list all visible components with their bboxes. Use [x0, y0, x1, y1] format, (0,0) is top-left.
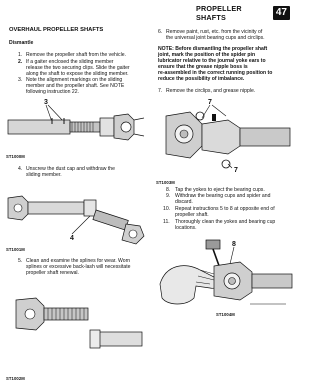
step-line: release the two securing clips. Slide the gaiter — [26, 64, 130, 71]
step-line: If a gaiter enclosed the sliding member — [26, 58, 114, 65]
step-number: 3. — [18, 77, 23, 83]
step-line: sliding member. — [26, 172, 62, 178]
step-line: along the shaft to expose the sliding member. — [26, 70, 129, 77]
header-title: PROPELLER SHAFTS — [196, 4, 242, 22]
figure-tap-yokes — [156, 234, 296, 324]
step-number: 1. — [18, 52, 23, 58]
step-number: 9. — [166, 193, 171, 199]
note-line: ensure that the grease nipple boss is — [158, 64, 248, 70]
figure-sliding-member-markings — [6, 96, 146, 162]
step-line: Withdraw the bearing cups and spider and — [175, 193, 271, 199]
step-number: 4. — [18, 166, 23, 172]
step-line: Thoroughly clean the yokes and bearing cup — [175, 219, 276, 225]
step-line: member and the propeller shaft. See NOTE — [26, 83, 125, 89]
step-line: Unscrew the dust cap and withdraw the — [26, 166, 115, 172]
page-number-badge: 47 — [273, 6, 290, 20]
note-line: joint, mark the position of the spider pin — [158, 52, 256, 58]
step-line: the universal joint bearing cups and circlips. — [166, 35, 265, 41]
step-number: 7. — [158, 88, 163, 94]
note-line: re-assembled in the correct running position to — [158, 70, 273, 76]
step-line: Remove paint, rust, etc. from the vicinity of — [166, 29, 263, 35]
callout-number: 3 — [44, 99, 48, 106]
step-line: propeller shaft. — [175, 212, 209, 218]
step-line: discard. — [175, 199, 193, 205]
section-title: OVERHAUL PROPELLER SHAFTS — [9, 27, 104, 33]
step-line: Tap the yokes to eject the bearing cups. — [175, 187, 265, 193]
step-number: 2. — [18, 58, 23, 65]
subheading-dismantle: Dismantle — [9, 40, 34, 46]
figure-withdraw-sliding-member — [6, 180, 146, 252]
step-line: locations. — [175, 225, 197, 231]
callout-number: 4 — [70, 235, 74, 242]
page-header — [196, 6, 290, 20]
step-line: Remove the propeller shaft from the vehicle. — [26, 52, 126, 58]
svg-text:7: 7 — [234, 167, 238, 174]
step-number: 5. — [18, 258, 23, 264]
figure-code: ST1004M — [216, 312, 235, 317]
step-line: following instruction 22. — [26, 89, 79, 95]
figure-code: ST1001M — [6, 247, 25, 252]
step-line: Remove the circlips, and grease nipple. — [166, 88, 256, 94]
step-line: Note the alignment markings on the sliding — [26, 77, 123, 83]
figure-code: ST1003M — [156, 180, 175, 185]
step-line: splines or excessive back-lash will necessitate — [26, 264, 131, 270]
figure-code: ST1002M — [6, 376, 25, 381]
step-line: Repeat instructions 5 to 8 at opposite end of — [175, 206, 275, 212]
figure-remove-circlips — [156, 94, 296, 186]
step-number: 8. — [166, 187, 171, 193]
step-number: 6. — [158, 29, 163, 35]
note-line: NOTE: Before dismantling the propeller shaft — [158, 46, 268, 52]
note-line: reduce the possibility of imbalance. — [158, 76, 245, 82]
step-line: Clean and examine the splines for wear. Worn — [26, 258, 131, 264]
figure-code: ST1000M — [6, 154, 25, 159]
callout-number: 8 — [232, 241, 236, 248]
callout-number: 7 — [208, 99, 212, 106]
note-line: lubricator relative to the journal yoke ears to — [158, 58, 266, 64]
step-number: 10. — [163, 206, 171, 212]
figure-splines-inspection — [6, 280, 146, 382]
step-line: propeller shaft renewal. — [26, 270, 79, 276]
step-number: 11. — [163, 219, 170, 225]
